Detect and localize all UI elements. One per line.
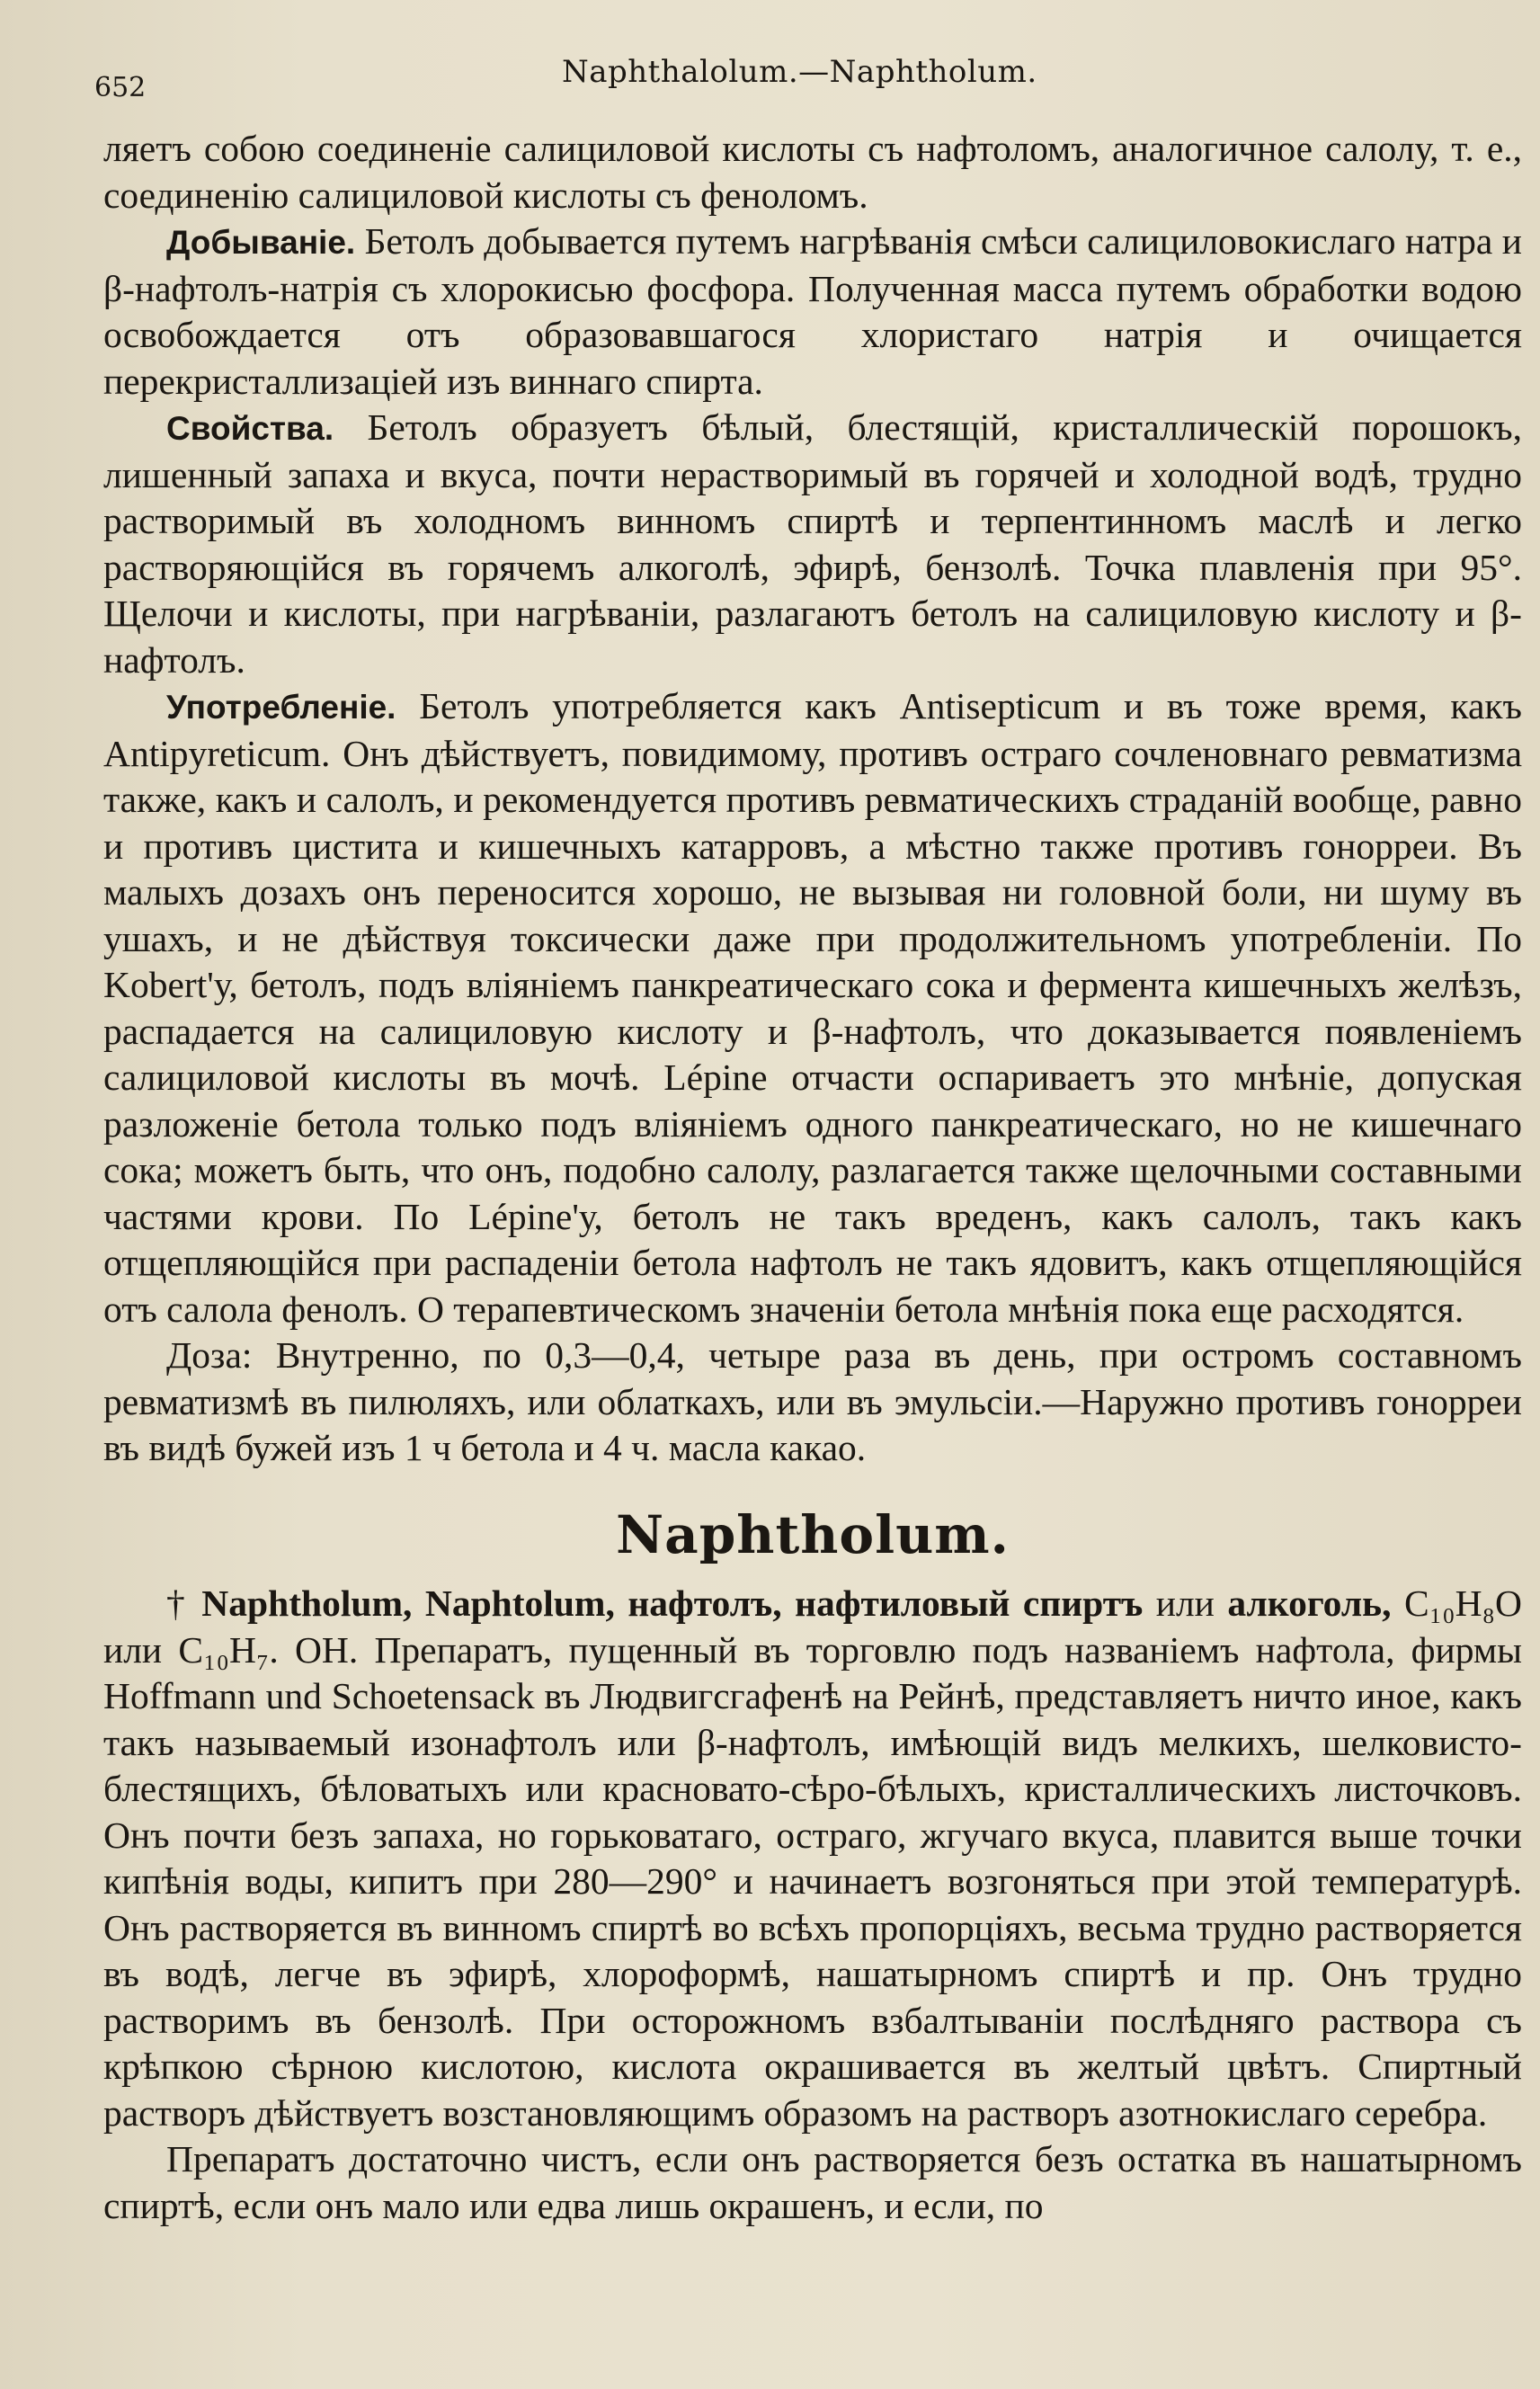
heading-usage: Употребленіе. bbox=[166, 689, 396, 726]
heading-properties: Свойства. bbox=[166, 410, 334, 447]
body-text bbox=[103, 126, 1522, 2229]
text-naphtholum: C₁₀H₈O или C₁₀H₇. OH. Препаратъ, пущенный въ торговлю подъ названіемъ нафтола, фирмы Hoffmann und Schoetensack въ Людвигсгафенѣ на Рейнѣ, представляетъ ничто иное, какъ такъ называемый изонафтолъ или β-нафтолъ, имѣющій видъ мелкихъ, шелковисто-блестящихъ, бѣловатыхъ или красновато-сѣро-бѣлыхъ, кристаллическихъ листочковъ. Онъ почти безъ запаха, но горьковатаго, остраго, жгучаго вкуса, плавится выше точки кипѣнія воды, кипитъ при 280—290° и начинаетъ возгоняться при этой температурѣ. Онъ растворяется въ винномъ спиртѣ во всѣхъ пропорціяхъ, весьма трудно растворяется въ водѣ, легче въ эфирѣ, хлороформѣ, нашатырномъ спиртѣ и пр. Онъ трудно растворимъ въ бензолѣ. При осторожномъ взбалтываніи послѣдняго раствора съ крѣпкою сѣрною кислотою, кислота окрашивается въ желтый цвѣтъ. Спиртный растворъ дѣйствуетъ возстановляющимъ образомъ на растворъ азотнокислаго серебра. bbox=[103, 1582, 1522, 2134]
dagger-mark: † bbox=[166, 1582, 189, 1624]
running-title: Naphthalolum.—Naphtholum. bbox=[562, 54, 1037, 90]
heading-preparation: Добываніе. bbox=[166, 224, 356, 261]
page-number: 652 bbox=[94, 72, 147, 103]
text-preparation: Бетолъ добывается путемъ нагрѣванія смѣси салициловокислаго натра и β-нафтолъ-натрія съ хлорокисью фосфора. Полученная масса путемъ обработки водою освобождается отъ образовавшагося хлористаго натрія и очищается перекристаллизаціей изъ виннаго спирта. bbox=[103, 220, 1522, 402]
paragraph-dose: Доза: Внутренно, по 0,3—0,4, четыре раза въ день, при остромъ составномъ ревматизмѣ въ пилюляхъ, или облаткахъ, или въ эмульсіи.—Наружно противъ гонорреи въ видѣ бужей изъ 1 ч бетола и 4 ч. масла какао. bbox=[103, 1334, 1522, 1468]
text-properties: Бетолъ образуетъ бѣлый, блестящій, кристаллическій порошокъ, лишенный запаха и вкуса, почти нерастворимый въ горячей и холодной водѣ, трудно растворимый въ холодномъ винномъ спиртѣ и терпентинномъ маслѣ и легко растворяющійся въ горячемъ алкоголѣ, эфирѣ, бензолѣ. Точка плавленія при 95°. Щелочи и кислоты, при нагрѣваніи, разлагаютъ бетолъ на салициловую кислоту и β-нафтолъ. bbox=[103, 406, 1522, 681]
section-title: Naphtholum. bbox=[616, 1503, 1010, 1565]
paragraph-preparation bbox=[103, 218, 1522, 405]
names-naphtholum: Naphtholum, Naphtolum, нафтолъ, нафтиловый спиртъ bbox=[188, 1582, 1144, 1624]
paragraph-usage bbox=[103, 683, 1522, 1333]
paragraph-purity: Препаратъ достаточно чистъ, если онъ растворяется безъ остатка въ нашатырномъ спиртѣ, если онъ мало или едва лишь окрашенъ, и если, по bbox=[103, 2138, 1522, 2226]
names-alcohol: алкоголь, bbox=[1227, 1582, 1392, 1624]
paragraph-properties bbox=[103, 405, 1522, 683]
text-usage: Бетолъ употребляется какъ Antisepticum и въ тоже время, какъ Antipyreticum. Онъ дѣйствуетъ, повидимому, противъ остраго сочленовнаго ревматизма также, какъ и салолъ, и рекомендуется противъ ревматическихъ страданій вообще, равно и противъ цистита и кишечныхъ катарровъ, а мѣстно также противъ гонорреи. Въ малыхъ дозахъ онъ переносится хорошо, не вызывая ни головной боли, ни шуму въ ушахъ, и не дѣйствуя токсически даже при продолжительномъ употребленіи. По Kobert'у, бетолъ, подъ вліяніемъ панкреатическаго сока и фермента кишечныхъ желѣзъ, распадается на салициловую кислоту и β-нафтолъ, что доказывается появленіемъ салициловой кислоты въ мочѣ. Lépine отчасти оспариваетъ это мнѣніе, допуская разложеніе бетола только подъ вліяніемъ одного панкреатическаго, но не кишечнаго сока; можетъ быть, что онъ, подобно салолу, разлагается также щелочными составными частями крови. По Lépine'у, бетолъ не такъ вреденъ, какъ салолъ, такъ какъ отщепляющійся при распаденіи бетола нафтолъ не такъ ядовитъ, какъ отщепляющійся отъ салола фенолъ. О терапевтическомъ значеніи бетола мнѣнія пока еще расходятся. bbox=[103, 685, 1522, 1330]
paragraph-naphtholum bbox=[103, 1581, 1522, 2136]
paragraph-continuation: ляетъ собою соединеніе салициловой кислоты съ нафтоломъ, аналогичное салолу, т. е., соединенію салициловой кислоты съ феноломъ. bbox=[103, 128, 1522, 216]
page-header bbox=[94, 36, 1522, 103]
text-or: или bbox=[1143, 1582, 1228, 1624]
